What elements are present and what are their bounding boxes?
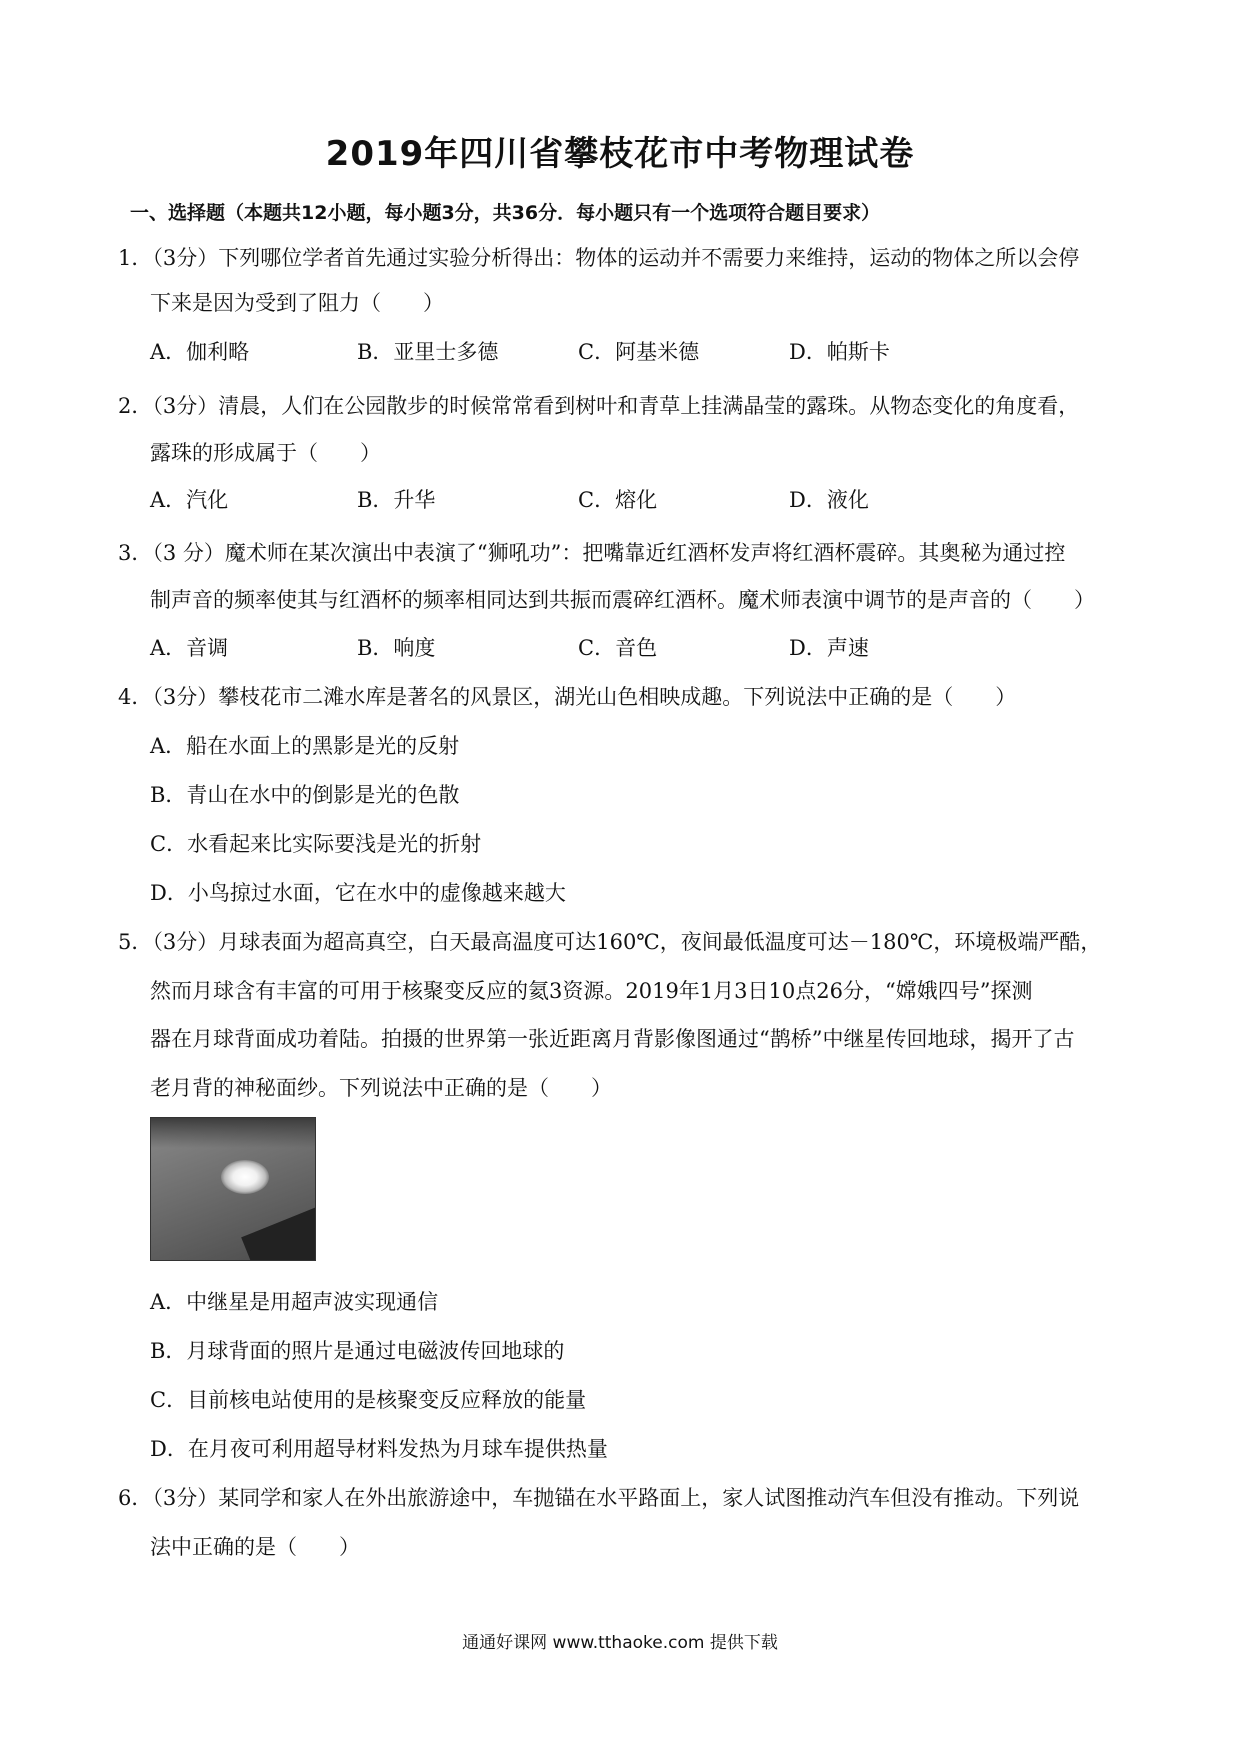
question-5-line-4: 老月背的神秘面纱。下列说法中正确的是（ ） [150, 1076, 612, 1100]
question-2-line-1: 2．（3分）清晨，人们在公园散步的时候常常看到树叶和青草上挂满晶莹的露珠。从物态变化的角度看， [118, 394, 1080, 418]
question-3-option-d: D．声速 [789, 636, 869, 660]
question-2-option-b: B．升华 [357, 488, 436, 512]
question-2-option-a: A．汽化 [150, 488, 229, 512]
question-4-option-c: C．水看起来比实际要浅是光的折射 [150, 832, 482, 856]
footer-source: 通通好课网 www.tthaoke.com 提供下载 [462, 1633, 778, 1653]
question-5-option-a: A．中继星是用超声波实现通信 [150, 1290, 439, 1314]
question-1-line-1: 1．（3分）下列哪位学者首先通过实验分析得出：物体的运动并不需要力来维持，运动的物体之所以会停 [118, 246, 1080, 270]
question-4-option-b: B．青山在水中的倒影是光的色散 [150, 783, 460, 807]
question-3-line-2: 制声音的频率使其与红酒杯的频率相同达到共振而震碎红酒杯。魔术师表演中调节的是声音的（ ） [150, 588, 1095, 612]
question-3-option-a: A．音调 [150, 636, 229, 660]
question-6-line-2: 法中正确的是（ ） [150, 1535, 360, 1559]
question-1-option-a: A．伽利略 [150, 340, 250, 364]
question-5-option-c: C．目前核电站使用的是核聚变反应释放的能量 [150, 1388, 587, 1412]
page-title: 2019年四川省攀枝花市中考物理试卷 [325, 134, 915, 174]
question-5-line-1: 5．（3分）月球表面为超高真空，白天最高温度可达160℃，夜间最低温度可达－180℃，环境极端严酷， [118, 930, 1102, 954]
question-2-option-c: C．熔化 [578, 488, 658, 512]
question-3-option-b: B．响度 [357, 636, 436, 660]
question-2-option-d: D．液化 [789, 488, 869, 512]
question-2-line-2: 露珠的形成属于（ ） [150, 441, 381, 465]
question-4-option-a: A．船在水面上的黑影是光的反射 [150, 734, 460, 758]
question-5-line-2: 然而月球含有丰富的可用于核聚变反应的氦3资源。2019年1月3日10点26分，“嫦娥四号”探测 [150, 979, 1033, 1003]
question-5-option-d: D．在月夜可利用超导材料发热为月球车提供热量 [150, 1437, 608, 1461]
section-heading: 一、选择题（本题共12小题，每小题3分，共36分．每小题只有一个选项符合题目要求） [130, 202, 881, 224]
question-1-option-b: B．亚里士多德 [357, 340, 499, 364]
question-6-line-1: 6．（3分）某同学和家人在外出旅游途中，车抛锚在水平路面上，家人试图推动汽车但没有推动。下列说 [118, 1486, 1080, 1510]
question-5-option-b: B．月球背面的照片是通过电磁波传回地球的 [150, 1339, 565, 1363]
question-4-line-1: 4．（3分）攀枝花市二滩水库是著名的风景区，湖光山色相映成趣。下列说法中正确的是（ ） [118, 685, 1017, 709]
question-3-line-1: 3．（3 分）魔术师在某次演出中表演了“狮吼功”：把嘴靠近红酒杯发声将红酒杯震碎。其奥秘为通过控 [118, 541, 1066, 565]
question-5-line-3: 器在月球背面成功着陆。拍摄的世界第一张近距离月背影像图通过“鹊桥”中继星传回地球，揭开了古 [150, 1027, 1075, 1051]
question-3-option-c: C．音色 [578, 636, 658, 660]
question-1-option-c: C．阿基米德 [578, 340, 700, 364]
question-4-option-d: D．小鸟掠过水面，它在水中的虚像越来越大 [150, 881, 566, 905]
moon-far-side-photo [150, 1117, 316, 1261]
question-1-option-d: D．帕斯卡 [789, 340, 890, 364]
question-1-line-2: 下来是因为受到了阻力（ ） [150, 291, 444, 315]
